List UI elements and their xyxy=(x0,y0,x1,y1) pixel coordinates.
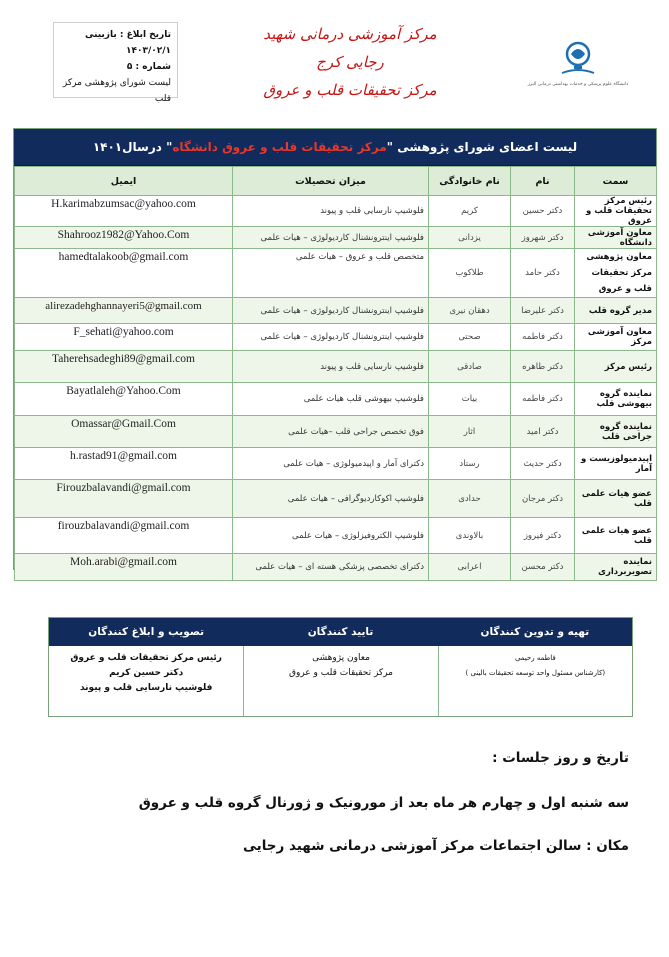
member-education: فلوشیپ نارسایی قلب و پیوند xyxy=(233,351,429,383)
approvers-header: تایید کنندگان xyxy=(307,626,374,638)
member-role: مدیر گروه قلب xyxy=(575,298,657,324)
table-row xyxy=(15,196,657,227)
table-row xyxy=(15,448,657,480)
notification-date: تاریخ ابلاغ : بازبینی ۱۴۰۳/۰۲/۱ xyxy=(84,30,171,56)
ratifier-degree: فلوشیپ نارسایی قلب و پیوند xyxy=(79,683,213,693)
member-family: صادقی xyxy=(429,351,511,383)
member-role: معاون آموزشی مرکز xyxy=(575,324,657,351)
member-email: Bayatlaleh@Yahoo.Com xyxy=(15,383,233,416)
members-table-title xyxy=(14,129,656,166)
member-email: H.karimabzumsac@yahoo.com xyxy=(15,196,233,227)
member-family: رستاد xyxy=(429,448,511,480)
ratifiers-cell xyxy=(49,646,243,716)
research-council-members-table xyxy=(13,128,657,577)
member-email: Moh.arabi@gmail.com xyxy=(15,554,233,581)
member-name: دکتر حسین xyxy=(511,196,575,227)
col-name: نام xyxy=(511,167,575,196)
member-name: دکتر مرجان xyxy=(511,480,575,518)
ratifiers-header: تصویب و ابلاغ کنندگان xyxy=(88,626,205,638)
research-center-name: مرکز تحقیقات قلب و عروق xyxy=(263,81,437,99)
member-role: معاون پژوهشی مرکز تحقیقات قلب و عروق xyxy=(575,249,657,298)
member-education: فوق تخصص جراحی قلب –هیات علمی xyxy=(233,416,429,448)
title-suffix: " درسال۱۴۰۱ xyxy=(92,140,173,154)
member-name: دکتر علیرضا xyxy=(511,298,575,324)
approvers-cell xyxy=(243,646,437,716)
logo-caption: دانشگاه علوم پزشکی و خدمات بهداشتی درمانی البرز xyxy=(527,82,629,87)
member-role: رئیس مرکز xyxy=(575,351,657,383)
approvals-header-row xyxy=(49,618,632,646)
center-name-block xyxy=(250,20,450,104)
member-education: فلوشیپ بیهوشی قلب هیات علمی xyxy=(233,383,429,416)
col-role: سمت xyxy=(575,167,657,196)
member-education: دکترای آمار و اپیدمیولوژی – هیات علمی xyxy=(233,448,429,480)
member-email: Shahrooz1982@Yahoo.Com xyxy=(15,227,233,249)
member-family: یزدانی xyxy=(429,227,511,249)
member-family: طلاکوب xyxy=(429,249,511,298)
member-family: اثار xyxy=(429,416,511,448)
member-education: دکترای تخصصی پزشکی هسته ای – هیات علمی xyxy=(233,554,429,581)
member-name: دکتر محسن xyxy=(511,554,575,581)
member-email: Taherehsadeghi89@gmail.com xyxy=(15,351,233,383)
member-family: حدادی xyxy=(429,480,511,518)
approvals-table xyxy=(48,617,633,717)
member-name: دکتر فیروز xyxy=(511,518,575,554)
member-family: صحتی xyxy=(429,324,511,351)
member-education: فلوشیپ اکوکاردیوگرافی – هیات علمی xyxy=(233,480,429,518)
member-family: بیات xyxy=(429,383,511,416)
table-row xyxy=(15,249,657,298)
member-name: دکتر طاهره xyxy=(511,351,575,383)
ratifier-name: دکتر حسین کریم xyxy=(109,668,184,678)
approver-unit: مرکز تحقیقات قلب و عروق xyxy=(289,668,393,678)
member-education: فلوشیپ اینترونشنال کاردیولوژی – هیات علمی xyxy=(233,298,429,324)
member-name: دکتر فاطمه xyxy=(511,324,575,351)
member-education: فلوشیپ نارسایی قلب و پیوند xyxy=(233,196,429,227)
approver-title: معاون پژوهشی xyxy=(312,653,370,663)
table-row xyxy=(15,351,657,383)
preparers-header: تهیه و تدوین کنندگان xyxy=(480,626,590,638)
member-email: firouzbalavandi@gmail.com xyxy=(15,518,233,554)
member-education: فلوشیپ اینترونشنال کاردیولوژی – هیات علمی xyxy=(233,324,429,351)
table-row xyxy=(15,416,657,448)
member-email: h.rastad91@gmail.com xyxy=(15,448,233,480)
meetings-schedule: سه شنبه اول و چهارم هر ماه بعد از مورونیک و ژورنال گروه قلب و عروق xyxy=(138,795,629,811)
member-education: فلوشیپ اینترونشنال کاردیولوژی – هیات علمی xyxy=(233,227,429,249)
table-row xyxy=(15,383,657,416)
member-name: دکتر فاطمه xyxy=(511,383,575,416)
title-highlight: مرکز تحقیقات قلب و عروق دانشگاه xyxy=(172,140,387,154)
table-row xyxy=(15,518,657,554)
member-email: Omassar@Gmail.Com xyxy=(15,416,233,448)
member-family: کریم xyxy=(429,196,511,227)
preparers-cell xyxy=(438,646,632,716)
member-family: دهقان نیری xyxy=(429,298,511,324)
member-name: دکتر امید xyxy=(511,416,575,448)
preparer-name: فاطمه رحیمی xyxy=(514,654,556,662)
member-name: دکتر حدیث xyxy=(511,448,575,480)
meetings-heading: تاریخ و روز جلسات : xyxy=(492,750,629,766)
member-family: بالاوندی xyxy=(429,518,511,554)
member-role: نماینده گروه بیهوشی قلب xyxy=(575,383,657,416)
member-role: معاون آموزشی دانشگاه xyxy=(575,227,657,249)
col-education: میزان تحصیلات xyxy=(233,167,429,196)
table-row xyxy=(15,554,657,581)
document-subject: لیست شورای پژوهشی مرکز قلب xyxy=(62,78,171,104)
member-role: عضو هیات علمی قلب xyxy=(575,480,657,518)
member-education: متخصص قلب و عروق – هیات علمی xyxy=(233,249,429,298)
table-row xyxy=(15,480,657,518)
university-logo-icon xyxy=(527,40,629,90)
member-email: F_sehati@yahoo.com xyxy=(15,324,233,351)
member-name: دکتر حامد xyxy=(511,249,575,298)
member-role: نماینده گروه جراحی قلب xyxy=(575,416,657,448)
members-table xyxy=(14,166,657,581)
member-role: رئیس مرکز تحقیقات قلب و عروق xyxy=(575,196,657,227)
member-role: عضو هیات علمی قلب xyxy=(575,518,657,554)
col-email: ایمیل xyxy=(15,167,233,196)
member-family: اعرابی xyxy=(429,554,511,581)
preparer-title: (کارشناس مسئول واحد توسعه تحقیقات بالینی ) xyxy=(465,669,606,677)
table-row xyxy=(15,227,657,249)
member-email: alirezadehghannayeri5@gmail.com xyxy=(15,298,233,324)
table-row xyxy=(15,324,657,351)
member-email: Firouzbalavandi@gmail.com xyxy=(15,480,233,518)
members-header-row xyxy=(15,167,657,196)
member-role: نماینده تصویربرداری xyxy=(575,554,657,581)
ratifier-title: رئیس مرکز تحقیقات قلب و عروق xyxy=(70,653,222,663)
col-family: نام خانوادگی xyxy=(429,167,511,196)
document-number: شماره : ۵ xyxy=(126,62,171,72)
meetings-place: مکان : سالن اجتماعات مرکز آموزشی درمانی شهید رجایی xyxy=(242,838,629,854)
document-info-box xyxy=(53,22,178,104)
hospital-name: مرکز آموزشی درمانی شهید رجایی کرج xyxy=(263,25,437,71)
approvals-body-row xyxy=(49,646,632,716)
table-row xyxy=(15,298,657,324)
member-role: اپیدمیولوزیست و آمار xyxy=(575,448,657,480)
member-name: دکتر شهروز xyxy=(511,227,575,249)
title-prefix: لیست اعضای شورای پژوهشی " xyxy=(386,140,578,154)
member-email: hamedtalakoob@gmail.com xyxy=(15,249,233,298)
member-education: فلوشیپ الکتروفیزلوژی – هیات علمی xyxy=(233,518,429,554)
